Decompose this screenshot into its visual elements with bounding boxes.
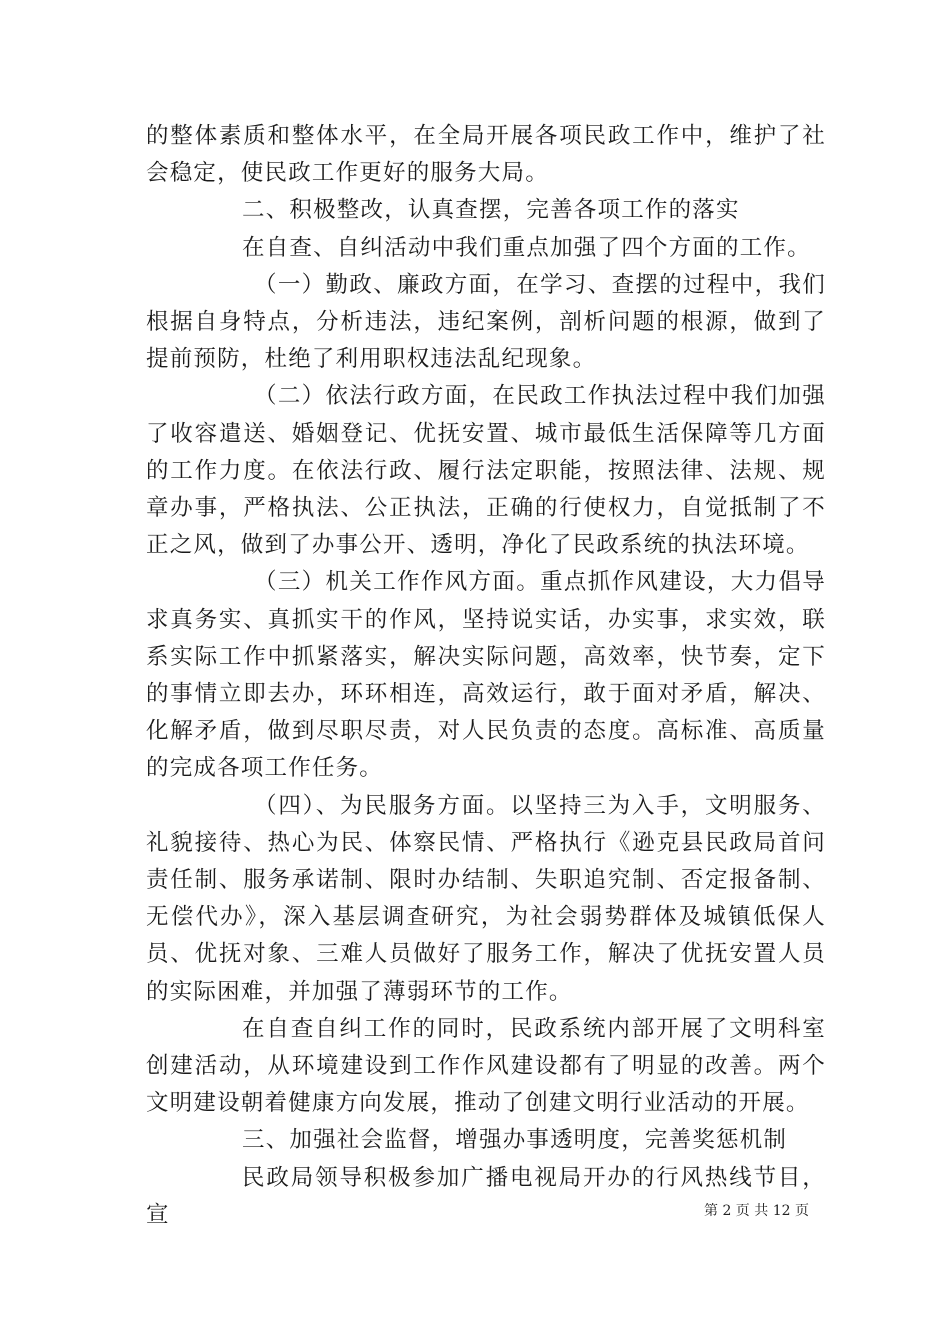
section-heading-2: 二、积极整改，认真查摆，完善各项工作的落实 [242, 197, 740, 224]
page-number: 第 2 页 共 12 页 [704, 1203, 809, 1219]
paragraph-item-4: （四）、为民服务方面。以坚持三为入手，文明服务、礼貌接待、热心为民、体察民情、严格执行《逊克县民政局首问责任制、服务承诺制、限时办结制、失职追究制、否定报备制、无偿代办》，深入基层调查研究，为社会弱势群体及城镇低保人员、优抚对象、三难人员做好了服务工作，解决了优抚安置人员的实际困难，并加强了薄弱环节的工作。 [146, 792, 826, 1005]
paragraph-item-1: （一）勤政、廉政方面，在学习、查摆的过程中，我们根据自身特点，分析违法，违纪案例，剖析问题的根源，做到了提前预防，杜绝了利用职权违法乱纪现象。 [146, 271, 826, 373]
paragraph-civilization: 在自查自纠工作的同时，民政系统内部开展了文明科室创建活动，从环境建设到工作作风建设都有了明显的改善。两个文明建设朝着健康方向发展，推动了创建文明行业活动的开展。 [146, 1015, 826, 1117]
paragraph-intro: 在自查、自纠活动中我们重点加强了四个方面的工作。 [242, 234, 811, 261]
paragraph-truncated: 民政局领导积极参加广播电视局开办的行风热线节目，宣 [146, 1164, 826, 1228]
paragraph-continuation: 的整体素质和整体水平，在全局开展各项民政工作中，维护了社会稳定，使民政工作更好的服务大局。 [146, 123, 826, 187]
document-body [146, 118, 826, 1234]
paragraph-item-2: （二）依法行政方面，在民政工作执法过程中我们加强了收容遣送、婚姻登记、优抚安置、城市最低生活保障等几方面的工作力度。在依法行政、履行法定职能，按照法律、法规、规章办事，严格执法、公正执法，正确的行使权力，自觉抵制了不正之风，做到了办事公开、透明，净化了民政系统的执法环境。 [146, 383, 826, 559]
section-heading-3: 三、加强社会监督，增强办事透明度，完善奖惩机制 [242, 1127, 788, 1154]
paragraph-item-3: （三）机关工作作风方面。重点抓作风建设，大力倡导求真务实、真抓实干的作风，坚持说实话，办实事，求实效，联系实际工作中抓紧落实，解决实际问题，高效率，快节奏，定下的事情立即去办，环环相连，高效运行，敢于面对矛盾，解决、化解矛盾，做到尽职尽责，对人民负责的态度。高标准、高质量的完成各项工作任务。 [146, 569, 826, 782]
